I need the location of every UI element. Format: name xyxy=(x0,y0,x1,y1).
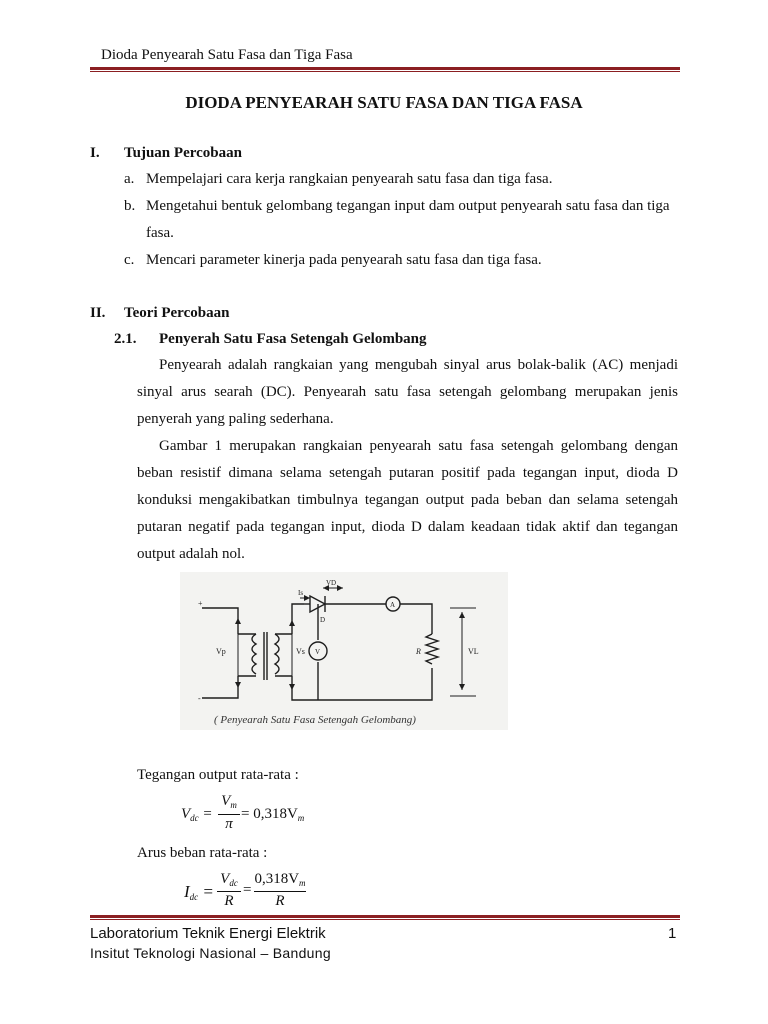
eq1-lhs: $V_{dc}$ = xyxy=(181,806,213,823)
page-number: 1 xyxy=(668,925,677,942)
document-title: DIODA PENYEARAH SATU FASA DAN TIGA FASA xyxy=(185,93,583,112)
subsection-heading: Penyerah Satu Fasa Setengah Gelombang xyxy=(159,331,427,347)
label-vl: VL xyxy=(468,647,479,656)
list-marker-b: b. xyxy=(124,198,136,214)
paragraph-2: Gambar 1 merupakan rangkaian penyearah satu fasa setengah gelombang dengan beban resistif dimana selama setengah putaran positif pada tegangan input, dioda D konduksi mengakibatkan timbulnya tegangan output pada beban dan selama setengah putaran negatif pada tegangan input, dioda D dalam keadaan tidak aktif dan tegangan output adalah nol. xyxy=(137,438,678,562)
list-marker-a: a. xyxy=(124,171,135,187)
header-rule-thin xyxy=(90,71,680,72)
list-item-b-cont: fasa. xyxy=(146,225,174,241)
eq1-numerator: $V_m$ xyxy=(221,793,237,810)
section-2-number: II. xyxy=(90,305,106,321)
eq1-denominator: π xyxy=(225,816,233,832)
label-minus-primary: - xyxy=(198,694,201,703)
label-ammeter: A xyxy=(390,601,396,609)
half-wave-rectifier-diagram xyxy=(180,572,508,730)
circuit-figure xyxy=(180,572,508,730)
eq2-lhs: $I_{dc}$ = xyxy=(184,882,214,902)
eq1-fraction-bar xyxy=(218,814,240,815)
figure-caption: ( Penyearah Satu Fasa Setengah Gelombang) xyxy=(214,714,416,726)
list-item-a: Mempelajari cara kerja rangkaian penyearah satu fasa dan tiga fasa. xyxy=(146,171,553,187)
footer-rule xyxy=(90,915,680,918)
header-rule xyxy=(90,67,680,70)
equation-1-label: Tegangan output rata-rata : xyxy=(137,767,299,783)
eq1-rhs: = $0,318V_m$ xyxy=(241,806,305,823)
eq2-denominator-1: R xyxy=(224,893,234,909)
eq2-fraction-bar-1 xyxy=(217,891,241,892)
list-item-c: Mencari parameter kinerja pada penyearah satu fasa dan tiga fasa. xyxy=(146,252,542,268)
eq2-equals: = xyxy=(243,882,252,898)
label-vs: Vs xyxy=(296,647,305,656)
eq2-numerator-1: $V_{dc}$ xyxy=(220,871,238,888)
paragraph-1: Penyearah adalah rangkaian yang mengubah sinyal arus bolak-balik (AC) menjadi sinyal arus searah (DC). Penyearah satu fasa setengah gelombang merupakan jenis penyerah yang paling sederhana. xyxy=(137,357,678,427)
footer-rule-thin xyxy=(90,919,680,920)
label-plus-primary: + xyxy=(198,599,203,608)
label-is: Is xyxy=(298,589,304,597)
equation-2-label: Arus beban rata-rata : xyxy=(137,845,268,861)
footer-lab: Laboratorium Teknik Energi Elektrik xyxy=(90,925,326,942)
label-vd: VD xyxy=(326,579,337,587)
subsection-number: 2.1. xyxy=(114,331,137,347)
section-1-number: I. xyxy=(90,145,100,161)
label-voltmeter: V xyxy=(315,648,321,656)
label-d: D xyxy=(320,616,326,624)
label-r: R xyxy=(416,647,421,656)
running-header: Dioda Penyearah Satu Fasa dan Tiga Fasa xyxy=(101,47,353,63)
eq2-denominator-2: R xyxy=(275,893,285,909)
eq2-fraction-bar-2 xyxy=(254,891,306,892)
list-marker-c: c. xyxy=(124,252,135,268)
list-item-b: Mengetahui bentuk gelombang tegangan input dam output penyearah satu fasa dan tiga xyxy=(146,198,670,214)
section-2-heading: Teori Percobaan xyxy=(124,305,230,321)
eq2-numerator-2: $0,318V_m$ xyxy=(254,871,306,888)
section-1-heading: Tujuan Percobaan xyxy=(124,145,242,161)
label-vp: Vp xyxy=(216,647,226,656)
footer-institute: Insitut Teknologi Nasional – Bandung xyxy=(90,945,331,961)
